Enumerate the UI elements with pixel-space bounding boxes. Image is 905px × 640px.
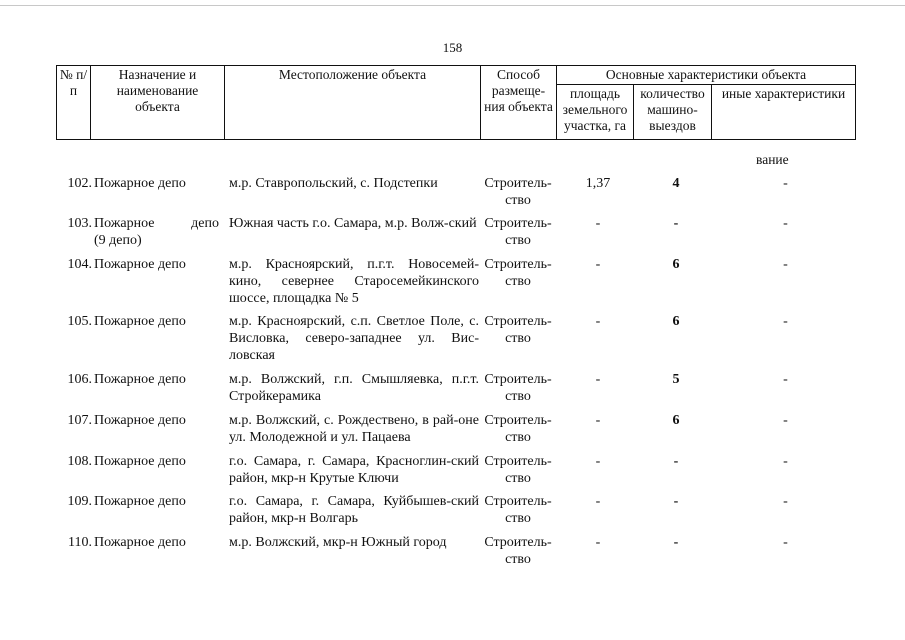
row-name-part: Пожарное — [94, 216, 155, 231]
header-method: Способ размеще-ния объекта — [481, 66, 557, 140]
row-name-part: (9 депо) — [94, 233, 142, 248]
table-header — [56, 65, 856, 140]
row-location: м.р. Красноярский, с.п. Светлое Поле, с. Висловка, северо-западнее ул. Вис-ловская — [229, 314, 479, 363]
row-vehicles: - — [673, 535, 679, 550]
row-vehicles: 6 — [672, 257, 680, 272]
row-area: - — [595, 535, 601, 550]
row-other: - — [783, 257, 788, 272]
row-num: 102. — [67, 176, 92, 191]
row-location: м.р. Ставропольский, с. Подстепки — [229, 176, 438, 191]
row-num: 107. — [67, 413, 92, 428]
row-method: Строитель-ство — [484, 314, 552, 346]
row-vehicles: - — [673, 216, 679, 231]
row-num: 104. — [67, 257, 92, 272]
row-location: г.о. Самара, г. Самара, Куйбышев-ский район, мкр-н Волгарь — [229, 494, 479, 526]
row-method: Строитель-ство — [484, 494, 552, 526]
header-area: площадь земельного участка, га — [557, 85, 634, 140]
header-main-characteristics: Основные характеристики объекта — [557, 66, 856, 85]
row-vehicles: - — [673, 494, 679, 509]
row-area: - — [595, 413, 601, 428]
row-name: Пожарное депо — [94, 454, 186, 469]
row-other: - — [783, 176, 788, 191]
row-method: Строитель-ство — [484, 257, 552, 289]
row-area: 1,37 — [585, 176, 611, 191]
row-num: 109. — [67, 494, 92, 509]
row-vehicles: 6 — [672, 314, 680, 329]
row-area: - — [595, 454, 601, 469]
row-area: - — [595, 314, 601, 329]
row-vehicles: - — [673, 454, 679, 469]
row-area: - — [595, 257, 601, 272]
row-vehicles: 5 — [672, 372, 680, 387]
header-num: № п/п — [57, 66, 91, 140]
row-method: Строитель-ство — [484, 454, 552, 486]
row-location: г.о. Самара, г. Самара, Красноглин-ский район, мкр-н Крутые Ключи — [229, 454, 479, 486]
row-other: - — [783, 413, 788, 428]
row-num: 105. — [67, 314, 92, 329]
row-name: Пожарное депо — [94, 176, 186, 191]
row-other: - — [783, 494, 788, 509]
row-vehicles: 6 — [672, 413, 680, 428]
row-location: м.р. Красноярский, п.г.т. Новосемей-кино, севернее Старосемейкинского шоссе, площадка № 5 — [229, 257, 479, 306]
row-area: - — [595, 494, 601, 509]
row-method: Строитель-ство — [484, 176, 552, 208]
row-name — [94, 215, 219, 249]
row-location: м.р. Волжский, г.п. Смышляевка, п.г.т. Стройкерамика — [229, 372, 479, 404]
header-vehicles: количество машино-выездов — [634, 85, 712, 140]
row-method: Строитель-ство — [484, 413, 552, 445]
carry-over-text: вание — [756, 152, 789, 167]
row-method: Строитель-ство — [484, 535, 552, 567]
row-num: 110. — [68, 535, 92, 550]
row-num: 106. — [67, 372, 92, 387]
row-vehicles: 4 — [672, 176, 680, 191]
row-name: Пожарное депо — [94, 314, 186, 329]
row-other: - — [783, 454, 788, 469]
header-location: Местоположение объекта — [225, 66, 481, 140]
row-other: - — [783, 372, 788, 387]
row-name: Пожарное депо — [94, 494, 186, 509]
row-area: - — [595, 372, 601, 387]
row-name: Пожарное депо — [94, 372, 186, 387]
header-other: иные характеристики — [712, 85, 856, 140]
row-num: 108. — [67, 454, 92, 469]
row-method: Строитель-ство — [484, 216, 552, 248]
row-name-part: депо — [191, 216, 219, 231]
row-other: - — [783, 314, 788, 329]
row-other: - — [783, 535, 788, 550]
row-location: м.р. Волжский, мкр-н Южный город — [229, 535, 447, 550]
scan-edge-line — [0, 5, 905, 6]
row-name: Пожарное депо — [94, 257, 186, 272]
header-name: Назначение и наименование объекта — [91, 66, 225, 140]
row-area: - — [595, 216, 601, 231]
row-location: м.р. Волжский, с. Рождествено, в рай-оне ул. Молодежной и ул. Пацаева — [229, 413, 479, 445]
row-num: 103. — [67, 216, 92, 231]
row-location: Южная часть г.о. Самара, м.р. Волж-ский — [229, 216, 477, 231]
row-name: Пожарное депо — [94, 413, 186, 428]
row-name: Пожарное депо — [94, 535, 186, 550]
page-number: 158 — [442, 40, 463, 55]
row-other: - — [783, 216, 788, 231]
row-method: Строитель-ство — [484, 372, 552, 404]
